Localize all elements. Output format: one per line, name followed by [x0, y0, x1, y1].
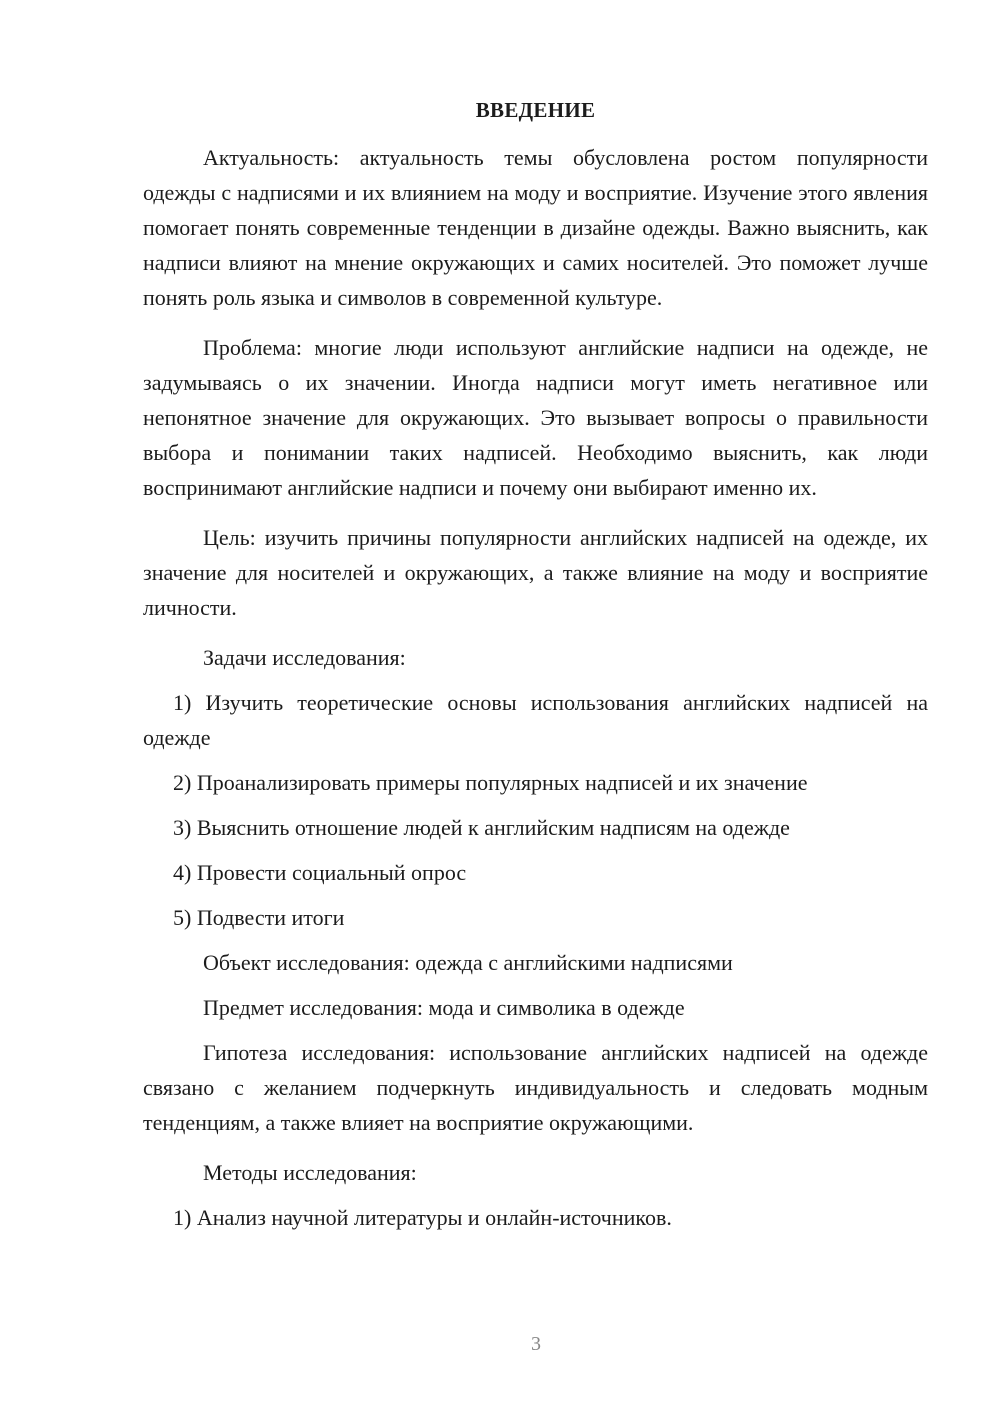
task-item-4: 4) Провести социальный опрос [173, 860, 467, 885]
task-item-2: 2) Проанализировать примеры популярных надписей и их значение [173, 770, 808, 795]
research-object: Объект исследования: одежда с английскими надписями [203, 950, 733, 975]
task-item-3: 3) Выяснить отношение людей к английским надписям на одежде [173, 815, 790, 840]
goal-paragraph: Цель: изучить причины популярности английских надписей на одежде, их значение для носителей и окружающих, а также влияние на моду и восприятие личности. [143, 525, 928, 620]
hypothesis-paragraph: Гипотеза исследования: использование английских надписей на одежде связано с желанием подчеркнуть индивидуальность и следовать модным тенденциям, а также влияет на восприятие окружающими. [143, 1040, 928, 1135]
relevance-paragraph: Актуальность: актуальность темы обусловлена ростом популярности одежды с надписями и их влиянием на моду и восприятие. Изучение этого явления помогает понять современные тенденции в дизайне одежды. Важно выяснить, как надписи влияют на мнение окружающих и самих носителей. Это поможет лучше понять роль языка и символов в современной культуре. [143, 145, 928, 310]
task-item-1: 1) Изучить теоретические основы использования английских надписей на одежде [143, 690, 928, 750]
problem-paragraph: Проблема: многие люди используют английские надписи на одежде, не задумываясь о их значении. Иногда надписи могут иметь негативное или непонятное значение для окружающих. Это вызывает вопросы о правильности выбора и понимании таких надписей. Необходимо выяснить, как люди воспринимают английские надписи и почему они выбирают именно их. [143, 335, 928, 500]
methods-heading: Методы исследования: [203, 1160, 417, 1185]
method-item-1: 1) Анализ научной литературы и онлайн-источников. [173, 1205, 672, 1230]
tasks-heading: Задачи исследования: [203, 645, 406, 670]
research-subject: Предмет исследования: мода и символика в одежде [203, 995, 685, 1020]
page-body [143, 95, 928, 1245]
page-number: 3 [531, 1333, 541, 1355]
page-title: ВВЕДЕНИЕ [475, 98, 596, 122]
task-item-5: 5) Подвести итоги [173, 905, 345, 930]
